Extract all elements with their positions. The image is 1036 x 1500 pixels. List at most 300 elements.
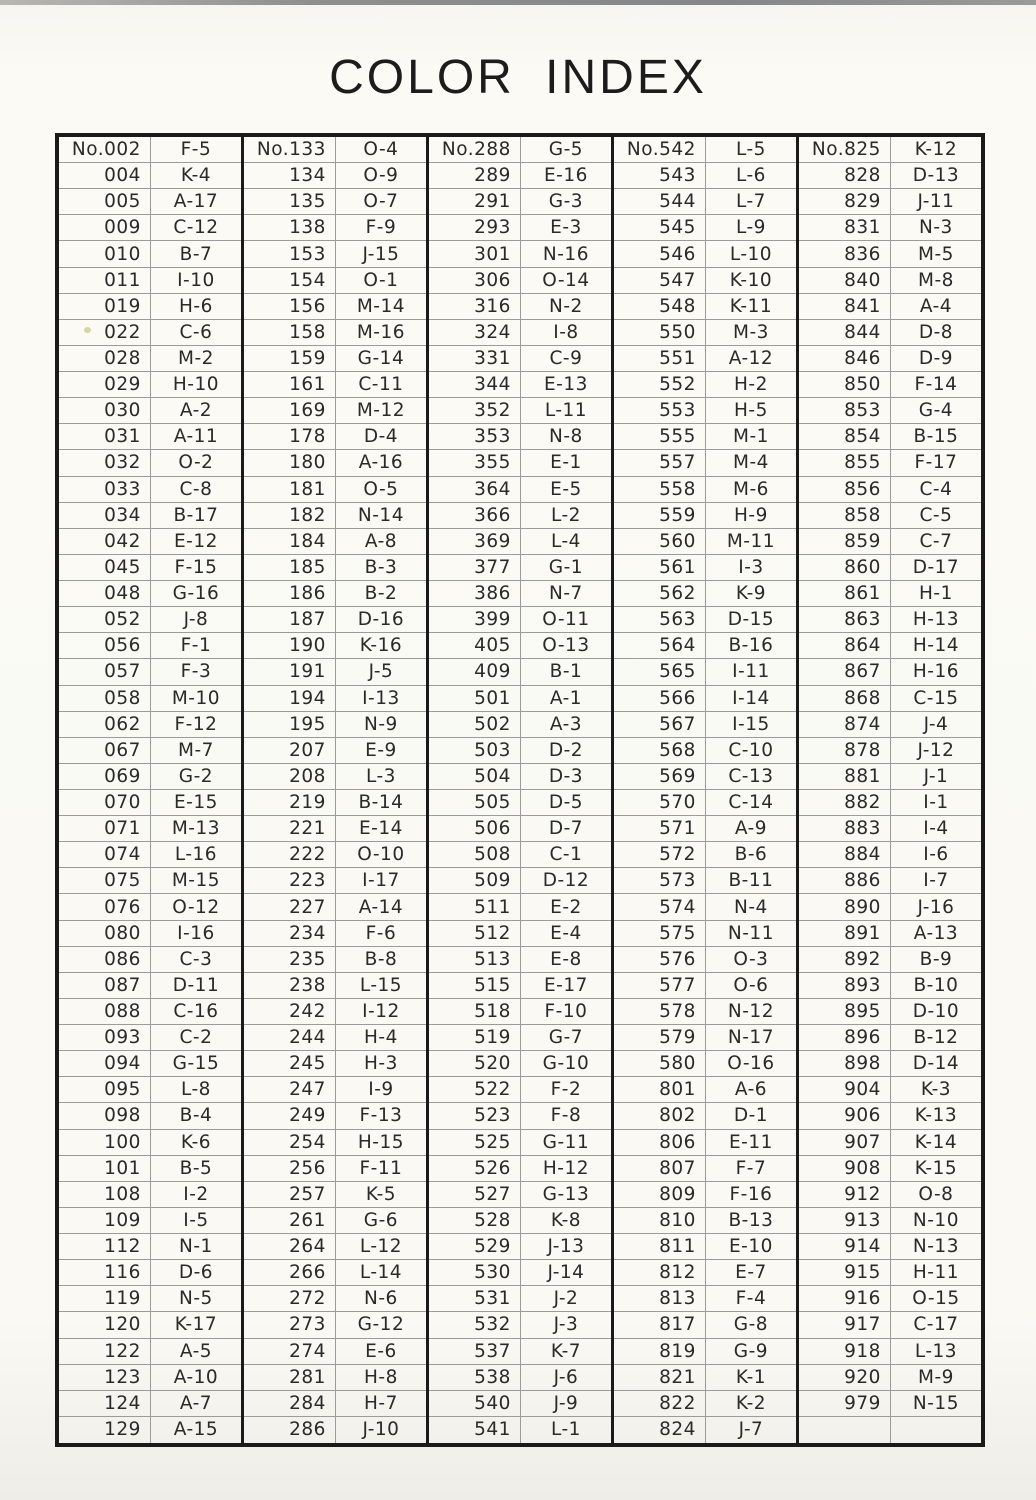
color-number-cell: 522 [429, 1077, 521, 1103]
color-number-cell: 578 [614, 999, 706, 1025]
color-code-cell: C-6 [151, 320, 241, 346]
color-code-cell: L-6 [706, 163, 796, 189]
color-code-cell: I-16 [151, 921, 241, 947]
color-code-cell: G-6 [336, 1208, 426, 1234]
color-code-cell: O-14 [521, 268, 611, 294]
color-number-cell: 093 [59, 1025, 151, 1051]
color-code-cell: H-5 [706, 398, 796, 424]
color-code-cell: A-14 [336, 894, 426, 920]
color-number-cell: 244 [244, 1025, 336, 1051]
color-number-cell: 501 [429, 686, 521, 712]
color-number-cell [799, 1417, 891, 1443]
color-code-cell: F-16 [706, 1182, 796, 1208]
color-code-cell: D-7 [521, 816, 611, 842]
color-code-cell: C-10 [706, 738, 796, 764]
color-code-cell: M-2 [151, 346, 241, 372]
color-number-cell: 520 [429, 1051, 521, 1077]
color-code-cell: D-1 [706, 1103, 796, 1129]
color-code-cell: E-8 [521, 947, 611, 973]
color-number-cell: 344 [429, 372, 521, 398]
color-code-cell: K-16 [336, 633, 426, 659]
color-code-cell: G-2 [151, 764, 241, 790]
color-number-cell: 058 [59, 686, 151, 712]
color-code-cell: F-9 [336, 215, 426, 241]
color-number-cell: 809 [614, 1182, 706, 1208]
color-code-cell: H-3 [336, 1051, 426, 1077]
color-number-cell: 890 [799, 894, 891, 920]
color-code-cell: D-5 [521, 790, 611, 816]
color-code-cell: D-17 [891, 555, 981, 581]
color-code-cell: N-7 [521, 581, 611, 607]
color-number-cell: 813 [614, 1286, 706, 1312]
color-code-cell: G-11 [521, 1130, 611, 1156]
color-number-cell: 010 [59, 241, 151, 267]
color-number-cell: 912 [799, 1182, 891, 1208]
color-code-cell: F-17 [891, 450, 981, 476]
color-code-cell: F-13 [336, 1103, 426, 1129]
color-number-cell: 577 [614, 973, 706, 999]
color-number-cell: 098 [59, 1103, 151, 1129]
color-code-cell: F-11 [336, 1156, 426, 1182]
color-number-cell: 571 [614, 816, 706, 842]
color-number-cell: 518 [429, 999, 521, 1025]
color-code-cell: D-2 [521, 738, 611, 764]
color-code-cell: H-4 [336, 1025, 426, 1051]
color-number-cell: 547 [614, 268, 706, 294]
color-code-cell: B-15 [891, 424, 981, 450]
color-number-cell: 855 [799, 450, 891, 476]
color-number-cell: 124 [59, 1391, 151, 1417]
color-code-cell: N-11 [706, 921, 796, 947]
color-code-cell: B-7 [151, 241, 241, 267]
color-code-cell: E-6 [336, 1339, 426, 1365]
color-code-cell: J-6 [521, 1365, 611, 1391]
color-code-cell: I-1 [891, 790, 981, 816]
color-code-cell: L-16 [151, 842, 241, 868]
color-number-cell: 502 [429, 712, 521, 738]
color-number-cell: 506 [429, 816, 521, 842]
color-code-cell: G-16 [151, 581, 241, 607]
color-number-cell: 134 [244, 163, 336, 189]
color-code-cell: B-2 [336, 581, 426, 607]
color-code-cell: L-7 [706, 189, 796, 215]
color-code-cell: I-11 [706, 659, 796, 685]
color-code-cell: I-7 [891, 868, 981, 894]
color-code-cell: J-2 [521, 1286, 611, 1312]
color-number-cell: 802 [614, 1103, 706, 1129]
color-number-cell: 540 [429, 1391, 521, 1417]
color-code-cell: H-8 [336, 1365, 426, 1391]
color-number-cell: 545 [614, 215, 706, 241]
color-number-cell: 512 [429, 921, 521, 947]
color-code-cell: O-3 [706, 947, 796, 973]
color-number-cell: 080 [59, 921, 151, 947]
color-number-cell: 242 [244, 999, 336, 1025]
color-number-cell: 033 [59, 477, 151, 503]
color-code-cell: N-15 [891, 1391, 981, 1417]
color-number-cell: 551 [614, 346, 706, 372]
color-number-cell: 850 [799, 372, 891, 398]
color-number-cell: 867 [799, 659, 891, 685]
color-number-cell: 108 [59, 1182, 151, 1208]
color-code-cell: J-8 [151, 607, 241, 633]
color-code-cell: B-8 [336, 947, 426, 973]
color-number-cell: 526 [429, 1156, 521, 1182]
color-code-cell: L-4 [521, 529, 611, 555]
color-number-cell: 405 [429, 633, 521, 659]
color-code-cell: I-6 [891, 842, 981, 868]
color-code-cell: N-17 [706, 1025, 796, 1051]
color-number-cell: No.825 [799, 137, 891, 163]
color-number-cell: 565 [614, 659, 706, 685]
color-number-cell: 836 [799, 241, 891, 267]
color-code-cell: C-12 [151, 215, 241, 241]
color-code-cell [891, 1417, 981, 1443]
color-number-cell: 238 [244, 973, 336, 999]
color-number-cell: 187 [244, 607, 336, 633]
color-number-cell: 101 [59, 1156, 151, 1182]
color-number-cell: No.133 [244, 137, 336, 163]
color-number-cell: 881 [799, 764, 891, 790]
color-code-cell: E-11 [706, 1130, 796, 1156]
color-code-cell: J-1 [891, 764, 981, 790]
color-code-cell: B-4 [151, 1103, 241, 1129]
color-code-cell: C-8 [151, 477, 241, 503]
color-number-cell: 355 [429, 450, 521, 476]
color-code-cell: L-15 [336, 973, 426, 999]
color-code-cell: C-16 [151, 999, 241, 1025]
color-number-cell: 572 [614, 842, 706, 868]
color-code-cell: E-17 [521, 973, 611, 999]
color-number-cell: 409 [429, 659, 521, 685]
color-code-cell: E-3 [521, 215, 611, 241]
color-number-cell: 399 [429, 607, 521, 633]
color-code-cell: F-6 [336, 921, 426, 947]
color-number-cell: 223 [244, 868, 336, 894]
color-code-cell: A-13 [891, 921, 981, 947]
color-number-cell: 913 [799, 1208, 891, 1234]
color-number-cell: 532 [429, 1312, 521, 1338]
color-number-cell: 273 [244, 1312, 336, 1338]
color-code-cell: N-12 [706, 999, 796, 1025]
color-code-cell: L-13 [891, 1339, 981, 1365]
color-number-cell: 895 [799, 999, 891, 1025]
color-number-cell: 566 [614, 686, 706, 712]
color-number-cell: 122 [59, 1339, 151, 1365]
color-number-cell: 138 [244, 215, 336, 241]
color-number-cell: 527 [429, 1182, 521, 1208]
color-code-cell: K-13 [891, 1103, 981, 1129]
color-number-cell: 194 [244, 686, 336, 712]
color-number-cell: 052 [59, 607, 151, 633]
color-number-cell: 882 [799, 790, 891, 816]
color-code-cell: G-12 [336, 1312, 426, 1338]
color-code-cell: F-7 [706, 1156, 796, 1182]
color-number-cell: 920 [799, 1365, 891, 1391]
color-code-cell: N-1 [151, 1234, 241, 1260]
color-number-cell: 513 [429, 947, 521, 973]
color-code-cell: K-17 [151, 1312, 241, 1338]
color-number-cell: No.542 [614, 137, 706, 163]
color-code-cell: K-14 [891, 1130, 981, 1156]
color-number-cell: 511 [429, 894, 521, 920]
color-number-cell: 070 [59, 790, 151, 816]
color-number-cell: 812 [614, 1260, 706, 1286]
color-code-cell: F-5 [151, 137, 241, 163]
color-code-cell: O-1 [336, 268, 426, 294]
color-code-cell: J-12 [891, 738, 981, 764]
color-code-cell: H-2 [706, 372, 796, 398]
color-code-cell: D-14 [891, 1051, 981, 1077]
color-code-cell: B-13 [706, 1208, 796, 1234]
color-code-cell: F-14 [891, 372, 981, 398]
color-number-cell: 891 [799, 921, 891, 947]
color-number-cell: 123 [59, 1365, 151, 1391]
color-code-cell: H-14 [891, 633, 981, 659]
color-code-cell: G-8 [706, 1312, 796, 1338]
color-number-cell: 048 [59, 581, 151, 607]
color-number-cell: 860 [799, 555, 891, 581]
page-title: COLOR INDEX [329, 51, 707, 104]
color-number-cell: 028 [59, 346, 151, 372]
color-code-cell: N-9 [336, 712, 426, 738]
color-number-cell: 264 [244, 1234, 336, 1260]
color-number-cell: 863 [799, 607, 891, 633]
color-number-cell: 247 [244, 1077, 336, 1103]
color-number-cell: 222 [244, 842, 336, 868]
color-code-cell: A-3 [521, 712, 611, 738]
color-code-cell: D-11 [151, 973, 241, 999]
scan-edge-artifact [0, 0, 1036, 5]
color-number-cell: 505 [429, 790, 521, 816]
color-number-cell: 369 [429, 529, 521, 555]
color-code-cell: C-5 [891, 503, 981, 529]
color-code-cell: A-9 [706, 816, 796, 842]
color-code-cell: J-10 [362, 1419, 400, 1441]
color-code-cell: D-4 [336, 424, 426, 450]
color-number-cell: 286 [244, 1417, 336, 1443]
color-code-cell: M-10 [151, 686, 241, 712]
color-code-cell: B-9 [891, 947, 981, 973]
color-number-cell: 100 [59, 1130, 151, 1156]
color-code-cell: D-3 [521, 764, 611, 790]
color-number-cell: 896 [799, 1025, 891, 1051]
color-code-cell: E-2 [521, 894, 611, 920]
color-number-cell: 915 [799, 1260, 891, 1286]
color-code-cell: H-7 [336, 1391, 426, 1417]
color-code-cell: N-5 [151, 1286, 241, 1312]
color-code-cell: A-5 [151, 1339, 241, 1365]
color-code-cell: M-9 [891, 1365, 981, 1391]
color-code-cell: G-7 [521, 1025, 611, 1051]
color-code-cell: A-16 [336, 450, 426, 476]
color-number-cell: 864 [799, 633, 891, 659]
color-number-cell: 120 [59, 1312, 151, 1338]
color-number-cell: 904 [799, 1077, 891, 1103]
color-number-cell: 158 [244, 320, 336, 346]
color-number-cell: 366 [429, 503, 521, 529]
color-number-cell: 883 [799, 816, 891, 842]
color-code-cell: M-11 [706, 529, 796, 555]
color-number-cell: 807 [614, 1156, 706, 1182]
color-number-cell: 109 [59, 1208, 151, 1234]
color-number-cell: 284 [244, 1391, 336, 1417]
color-number-cell: 364 [429, 477, 521, 503]
color-number-cell: 569 [614, 764, 706, 790]
color-number-cell: 579 [614, 1025, 706, 1051]
color-number-cell: 086 [59, 947, 151, 973]
color-number-cell: 918 [799, 1339, 891, 1365]
color-number-cell: 227 [244, 894, 336, 920]
color-code-cell: J-13 [521, 1234, 611, 1260]
color-number-cell: 914 [799, 1234, 891, 1260]
color-number-cell: 553 [614, 398, 706, 424]
color-number-cell: 829 [799, 189, 891, 215]
color-code-cell: N-2 [521, 294, 611, 320]
color-number-cell: 011 [59, 268, 151, 294]
color-code-cell: N-10 [891, 1208, 981, 1234]
color-number-cell: 045 [59, 555, 151, 581]
color-code-cell: M-6 [706, 477, 796, 503]
color-code-cell: K-8 [521, 1208, 611, 1234]
color-code-cell: I-3 [706, 555, 796, 581]
color-code-cell: K-12 [891, 137, 981, 163]
color-number-cell: 306 [429, 268, 521, 294]
color-code-cell: F-2 [521, 1077, 611, 1103]
table-group [241, 137, 426, 1443]
color-code-cell: E-1 [521, 450, 611, 476]
color-number-cell: 169 [244, 398, 336, 424]
color-number-cell: 844 [799, 320, 891, 346]
color-code-cell: J-15 [336, 241, 426, 267]
color-number-cell: 541 [429, 1417, 521, 1443]
color-number-cell: 854 [799, 424, 891, 450]
color-number-cell: 004 [59, 163, 151, 189]
color-number-cell: 207 [244, 738, 336, 764]
color-number-cell: 129 [59, 1417, 151, 1443]
color-code-cell: C-11 [336, 372, 426, 398]
color-number-cell: 529 [429, 1234, 521, 1260]
color-number-cell: 874 [799, 712, 891, 738]
color-code-cell: K-3 [891, 1077, 981, 1103]
color-number-cell: 019 [59, 294, 151, 320]
color-code-cell: B-16 [706, 633, 796, 659]
color-code-cell: F-15 [151, 555, 241, 581]
color-number-cell: 116 [59, 1260, 151, 1286]
color-number-cell: 095 [59, 1077, 151, 1103]
color-number-cell: 840 [799, 268, 891, 294]
color-number-cell: 353 [429, 424, 521, 450]
color-code-cell: B-3 [336, 555, 426, 581]
color-number-cell: 546 [614, 241, 706, 267]
color-number-cell: 824 [614, 1417, 706, 1443]
color-code-cell: C-9 [521, 346, 611, 372]
color-number-cell: 034 [59, 503, 151, 529]
color-code-cell: O-7 [336, 189, 426, 215]
color-number-cell: 846 [799, 346, 891, 372]
color-number-cell: 552 [614, 372, 706, 398]
color-number-cell: 094 [59, 1051, 151, 1077]
color-number-cell: 119 [59, 1286, 151, 1312]
color-number-cell: 859 [799, 529, 891, 555]
color-number-cell: 907 [799, 1130, 891, 1156]
color-code-cell: K-15 [891, 1156, 981, 1182]
color-number-cell: 806 [614, 1130, 706, 1156]
color-code-cell: B-1 [521, 659, 611, 685]
color-number-cell: 564 [614, 633, 706, 659]
color-number-cell: 819 [614, 1339, 706, 1365]
color-number-cell: 544 [614, 189, 706, 215]
color-number-cell: 555 [614, 424, 706, 450]
color-number-cell: 057 [59, 659, 151, 685]
table-group [796, 137, 981, 1443]
color-code-cell: G-15 [151, 1051, 241, 1077]
color-number-cell: 893 [799, 973, 891, 999]
color-index-table [55, 133, 985, 1447]
color-code-cell: C-3 [151, 947, 241, 973]
color-code-cell: C-2 [151, 1025, 241, 1051]
color-number-cell: 562 [614, 581, 706, 607]
color-number-cell: 519 [429, 1025, 521, 1051]
color-code-cell: B-12 [891, 1025, 981, 1051]
color-code-cell: J-16 [891, 894, 981, 920]
color-number-cell: 821 [614, 1365, 706, 1391]
color-number-cell: 503 [429, 738, 521, 764]
color-code-cell: E-7 [706, 1260, 796, 1286]
color-code-cell: M-4 [706, 450, 796, 476]
color-number-cell: 810 [614, 1208, 706, 1234]
color-number-cell: 570 [614, 790, 706, 816]
color-code-cell: O-15 [891, 1286, 981, 1312]
color-code-cell: J-7 [738, 1419, 764, 1441]
color-number-cell: No.288 [429, 137, 521, 163]
color-code-cell: I-17 [336, 868, 426, 894]
color-code-cell: M-15 [151, 868, 241, 894]
color-number-cell: 088 [59, 999, 151, 1025]
color-number-cell: 071 [59, 816, 151, 842]
color-code-cell: H-9 [706, 503, 796, 529]
color-code-cell: A-12 [706, 346, 796, 372]
color-code-cell: O-2 [151, 450, 241, 476]
color-code-cell: O-12 [151, 894, 241, 920]
color-number-cell: 509 [429, 868, 521, 894]
color-number-cell: 567 [614, 712, 706, 738]
color-code-cell: L-9 [706, 215, 796, 241]
color-code-cell: I-8 [521, 320, 611, 346]
color-number-cell: 254 [244, 1130, 336, 1156]
color-number-cell: 811 [614, 1234, 706, 1260]
color-code-cell: H-11 [891, 1260, 981, 1286]
color-code-cell: B-14 [336, 790, 426, 816]
color-number-cell: 087 [59, 973, 151, 999]
color-code-cell: E-15 [151, 790, 241, 816]
color-number-cell: 291 [429, 189, 521, 215]
color-number-cell: 377 [429, 555, 521, 581]
color-number-cell: 219 [244, 790, 336, 816]
color-code-cell: K-6 [151, 1130, 241, 1156]
color-code-cell: B-17 [151, 503, 241, 529]
color-number-cell: 559 [614, 503, 706, 529]
color-number-cell: 301 [429, 241, 521, 267]
color-code-cell: H-1 [891, 581, 981, 607]
color-number-cell: 256 [244, 1156, 336, 1182]
color-code-cell: L-2 [521, 503, 611, 529]
color-code-cell: C-1 [521, 842, 611, 868]
color-code-cell: O-11 [521, 607, 611, 633]
color-code-cell: B-10 [891, 973, 981, 999]
color-number-cell: 069 [59, 764, 151, 790]
color-code-cell: F-12 [151, 712, 241, 738]
